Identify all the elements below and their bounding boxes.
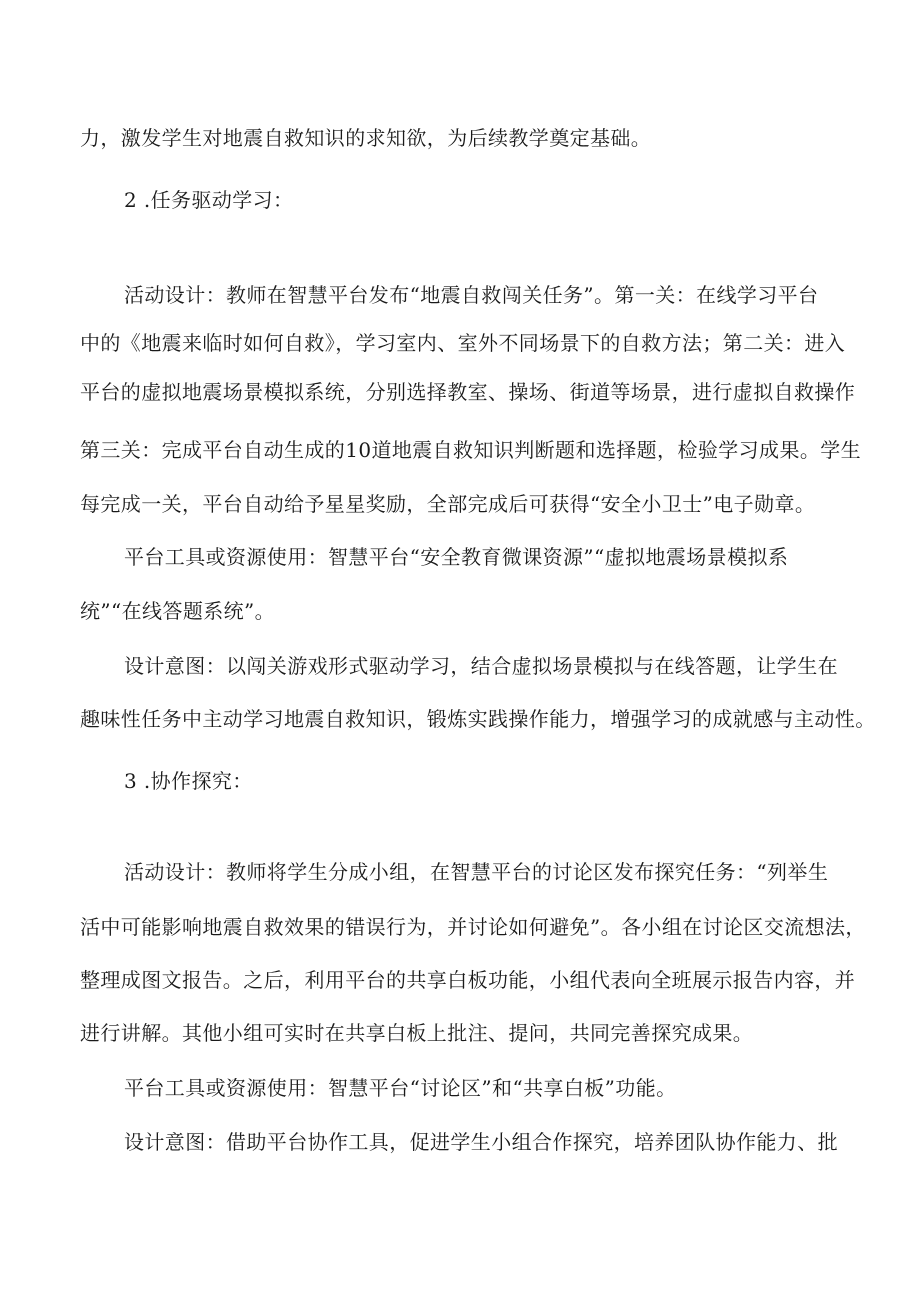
text-line: 设计意图：借助平台协作工具，促进学生小组合作探究，培养团队协作能力、批 xyxy=(124,1130,838,1154)
text-line: 活中可能影响地震自救效果的错误行为，并讨论如何避免”。各小组在讨论区交流想法， xyxy=(80,915,866,939)
text-line: 整理成图文报告。之后，利用平台的共享白板功能，小组代表向全班展示报告内容，并 xyxy=(80,968,856,992)
section-heading-task-driven: 2 .任务驱动学习： xyxy=(124,188,294,212)
text-line: 中的《地震来临时如何自救》，学习室内、室外不同场景下的自救方法；第二关：进入 xyxy=(80,331,846,355)
section-heading-collaboration: 3 .协作探究： xyxy=(124,769,253,793)
text-line: 活动设计：教师将学生分成小组，在智慧平台的讨论区发布探究任务：“列举生 xyxy=(124,860,829,884)
text-line: 平台工具或资源使用：智慧平台“安全教育微课资源”“虚拟地震场景模拟系 xyxy=(124,545,789,569)
text-line: 平台的虚拟地震场景模拟系统，分别选择教室、操场、街道等场景，进行虚拟自救操作 xyxy=(80,380,856,404)
text-line: 统”“在线答题系统”。 xyxy=(80,599,276,623)
text-line: 趣味性任务中主动学习地震自救知识，锻炼实践操作能力，增强学习的成就感与主动性。 xyxy=(80,707,876,731)
text-line: 第三关：完成平台自动生成的10道地震自救知识判断题和选择题，检验学习成果。学生 xyxy=(80,438,862,462)
text-line-continuation: 力，激发学生对地震自救知识的求知欲，为后续教学奠定基础。 xyxy=(80,126,652,150)
text-line: 平台工具或资源使用：智慧平台“讨论区”和“共享白板”功能。 xyxy=(124,1076,677,1100)
text-line: 进行讲解。其他小组可实时在共享白板上批注、提问，共同完善探究成果。 xyxy=(80,1021,754,1045)
text-line: 每完成一关，平台自动给予星星奖励，全部完成后可获得“安全小卫士”电子勋章。 xyxy=(80,492,816,516)
text-line: 设计意图：以闯关游戏形式驱动学习，结合虚拟场景模拟与在线答题，让学生在 xyxy=(124,654,838,678)
text-line: 活动设计：教师在智慧平台发布“地震自救闯关任务”。第一关：在线学习平台 xyxy=(124,283,819,307)
